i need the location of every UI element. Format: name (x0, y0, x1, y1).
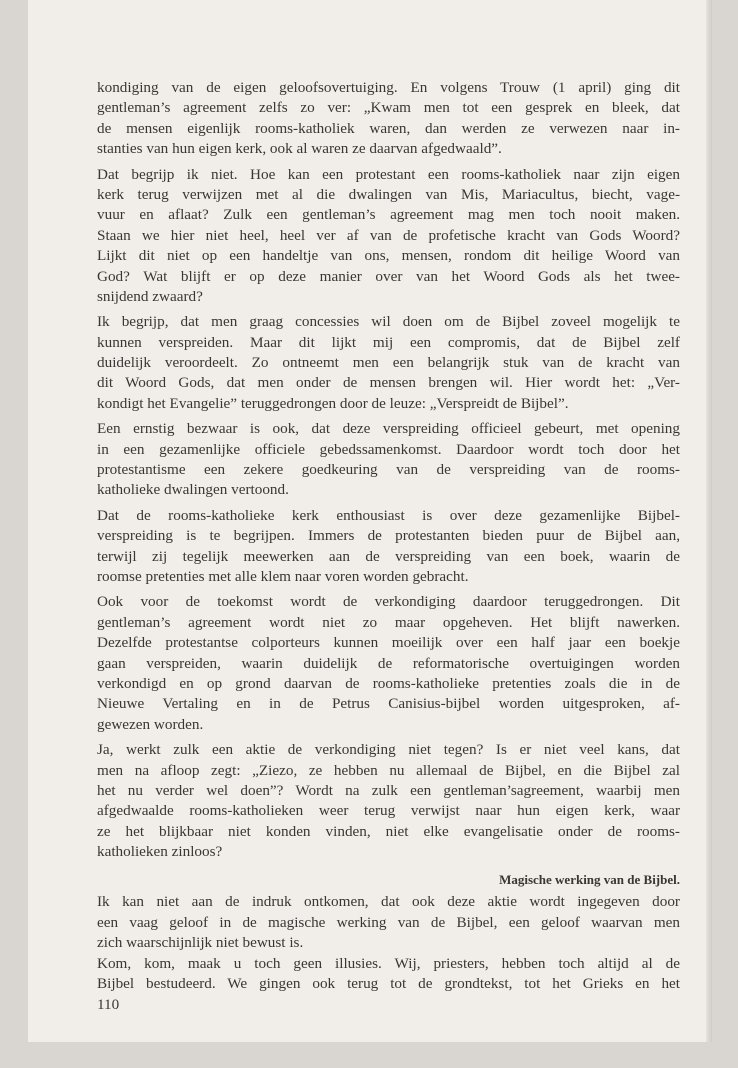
text-line: gewezen worden. (97, 715, 204, 733)
text-line: snijdend zwaard? (97, 287, 203, 305)
text-line: Bijbel bestudeerd. We gingen ook terug tot de grondtekst, tot het Grieks en het (97, 975, 680, 993)
paragraph (97, 892, 680, 953)
page-number: 110 (97, 996, 120, 1014)
section-heading: Magische werking van de Bijbel. (499, 872, 680, 888)
text-line: roomse pretenties met alle klem naar voren worden gebracht. (97, 567, 469, 585)
text-line: terwijl zij tegelijk meewerken aan de verspreiding van een boek, waarin de (97, 547, 680, 565)
text-line: kunnen verspreiden. Maar dit lijkt mij een compromis, dat de Bijbel zelf (97, 333, 680, 351)
text-line: vuur en aflaat? Zulk een gentleman’s agreement mag men toch nooit maken. (97, 206, 680, 224)
text-line: Ik kan niet aan de indruk ontkomen, dat ook deze aktie wordt ingegeven door (97, 893, 680, 911)
body-after-heading (97, 892, 680, 994)
book-page (28, 0, 712, 1042)
text-line: dit Woord Gods, dat men onder de mensen brengen wil. Hier wordt het: „Ver- (97, 374, 680, 392)
text-line: men na afloop zegt: „Ziezo, ze hebben nu allemaal de Bijbel, en die Bijbel zal (97, 761, 680, 779)
text-line: zich waarschijnlijk niet bewust is. (97, 934, 304, 952)
text-line: Staan we hier niet heel, heel ver af van de profetische kracht van Gods Woord? (97, 226, 680, 244)
page-text (97, 78, 680, 1015)
paragraph (97, 506, 680, 588)
text-line: verkondigd en op grond daarvan de rooms-katholieke pretenties zoals die in de (97, 674, 680, 692)
text-line: het nu verder wel doen”? Wordt na zulk een gentleman’sagreement, waarbij men (97, 781, 680, 799)
text-line: ze het blijkbaar niet konden vinden, niet elke evangelisatie onder de rooms- (97, 822, 680, 840)
text-line: katholieke dwalingen vertoond. (97, 481, 289, 499)
text-line: in een gezamenlijke officiele gebedssamenkomst. Daardoor wordt toch door het (97, 440, 680, 458)
text-line: verspreiding is te begrijpen. Immers de protestanten bieden puur de Bijbel aan, (97, 527, 680, 545)
text-line: stanties van hun eigen kerk, ook al waren ze daarvan afgedwaald”. (97, 140, 502, 158)
text-line: de mensen eigenlijk rooms-katholiek waren, dan werden ze verwezen naar in- (97, 119, 680, 137)
paragraph (97, 419, 680, 501)
text-line: Lijkt dit niet op een handeltje van ons, mensen, rondom dit heilige Woord van (97, 247, 680, 265)
text-line: Een ernstig bezwaar is ook, dat deze verspreiding officieel gebeurt, met opening (97, 420, 680, 438)
paragraph (97, 954, 680, 995)
text-line: afgedwaalde rooms-katholieken weer terug verwijst naar hun eigen kerk, waar (97, 802, 680, 820)
text-line: Ook voor de toekomst wordt de verkondiging daardoor teruggedrongen. Dit (97, 593, 680, 611)
text-line: Dat de rooms-katholieke kerk enthousiast is over deze gezamenlijke Bijbel- (97, 506, 680, 524)
paragraph (97, 592, 680, 735)
paragraph (97, 78, 680, 160)
text-line: Ik begrijp, dat men graag concessies wil doen om de Bijbel zoveel mogelijk te (97, 313, 680, 331)
paragraph (97, 740, 680, 862)
text-line: kondiging van de eigen geloofsovertuiging. En volgens Trouw (1 april) ging dit (97, 79, 680, 96)
text-line: gentleman’s agreement zelfs zo ver: „Kwam men tot een gesprek en bleek, dat (97, 99, 680, 117)
text-line: gaan verspreiden, waarin duidelijk de reformatorische overtuigingen worden (97, 654, 680, 672)
text-line: Ja, werkt zulk een aktie de verkondiging niet tegen? Is er niet veel kans, dat (97, 741, 680, 759)
text-line: kerk terug verwijzen met al die dwalingen van Mis, Mariacultus, biecht, vage- (97, 185, 680, 203)
text-line: katholieken zinloos? (97, 843, 223, 861)
text-line: gentleman’s agreement wordt niet zo maar opgeheven. Het blijft nawerken. (97, 613, 680, 631)
text-line: kondigt het Evangelie” teruggedrongen door de leuze: „Verspreidt de Bijbel”. (97, 394, 569, 412)
text-line: duidelijk veroordeelt. Zo ontneemt men een belangrijk stuk van de kracht van (97, 354, 680, 372)
paragraph (97, 165, 680, 308)
body-before-heading (97, 78, 680, 862)
text-line: Kom, kom, maak u toch geen illusies. Wij, priesters, hebben toch altijd al de (97, 954, 680, 972)
text-line: een vaag geloof in de magische werking van de Bijbel, een geloof waarvan men (97, 913, 680, 931)
text-line: God? Wat blijft er op deze manier over van het Woord Gods als het twee- (97, 267, 680, 285)
text-line: protestantisme een zekere goedkeuring van de verspreiding van de rooms- (97, 461, 680, 479)
text-line: Nieuwe Vertaling en in de Petrus Canisius-bijbel worden uitgesproken, af- (97, 695, 680, 713)
text-line: Dezelfde protestantse colporteurs kunnen moeilijk over een half jaar een boekje (97, 634, 680, 652)
paragraph (97, 312, 680, 414)
text-line: Dat begrijp ik niet. Hoe kan een protestant een rooms-katholiek naar zijn eigen (97, 165, 680, 183)
